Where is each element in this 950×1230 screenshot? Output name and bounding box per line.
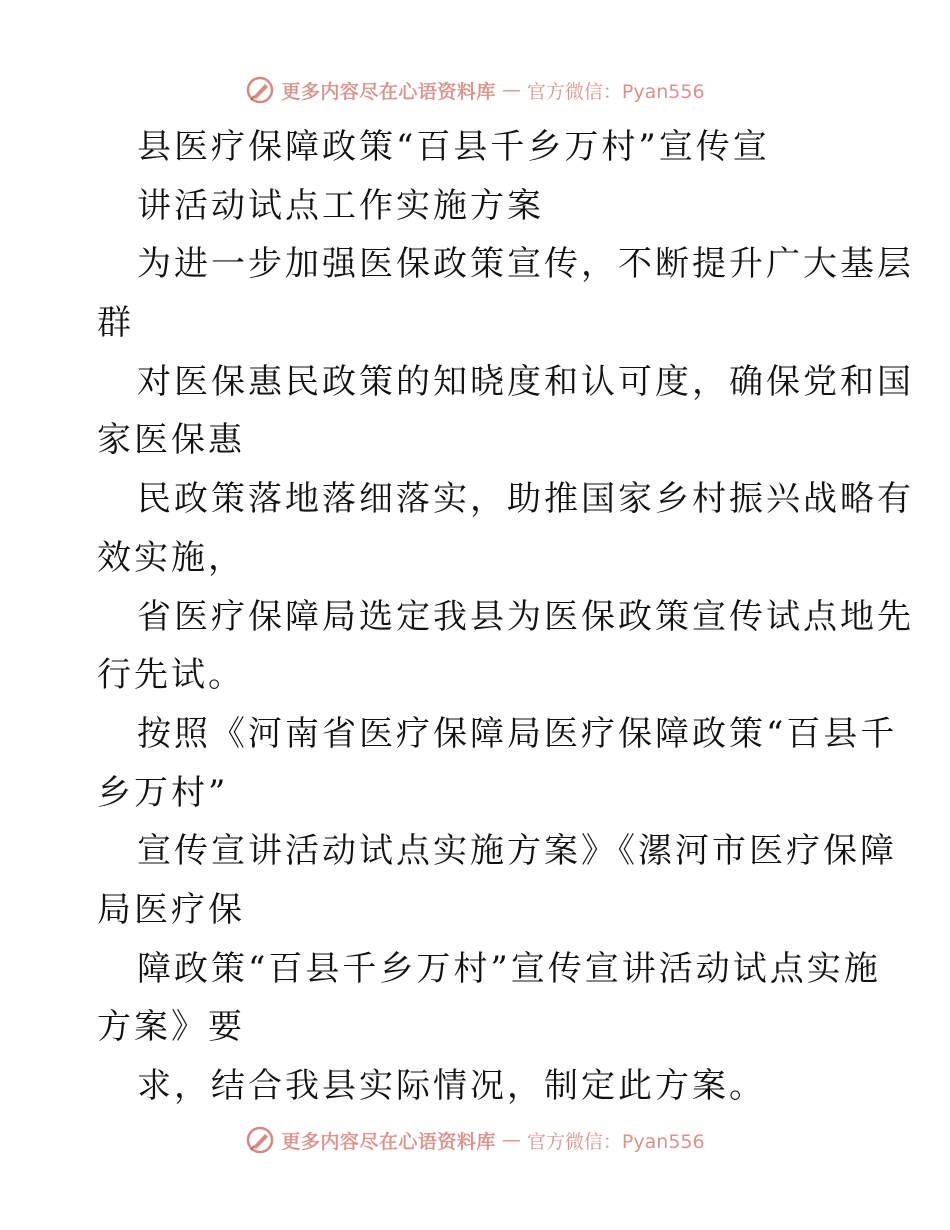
- document-line: 乡万村”: [97, 772, 229, 813]
- document-line: 省医疗保障局选定我县为医保政策宣传试点地先: [137, 596, 914, 637]
- document-line: 方案》要: [97, 1007, 245, 1048]
- document-line: 求，结合我县实际情况，制定此方案。: [137, 1066, 766, 1106]
- watermark-wechat-text: 官方微信：Pyan556: [526, 80, 705, 103]
- document-body: [97, 118, 914, 1116]
- document-line: 局医疗保: [97, 889, 245, 930]
- watermark-wechat-text: 官方微信：Pyan556: [526, 1130, 705, 1153]
- document-line: 行先试。: [97, 655, 245, 696]
- watermark-dash: —: [501, 1129, 521, 1151]
- document-line: 按照《河南省医疗保障局医疗保障政策“百县千: [137, 713, 898, 754]
- document-line: 讲活动试点工作实施方案: [137, 185, 544, 226]
- footer-watermark-banner: [0, 1122, 950, 1158]
- document-line: 效实施，: [97, 537, 245, 578]
- watermark-brand-text: 更多内容尽在心语资料库: [281, 80, 496, 103]
- document-line: 障政策“百县千乡万村”宣传宣讲活动试点实施: [137, 948, 881, 989]
- watermark-dash: —: [501, 79, 521, 101]
- document-line: 群: [97, 303, 134, 344]
- document-line: 家医保惠: [97, 420, 245, 461]
- document-line: 民政策落地落细落实，助推国家乡村振兴战略有: [137, 479, 914, 520]
- quill-pen-logo-icon: [245, 1125, 275, 1155]
- header-watermark-banner: [0, 72, 950, 108]
- document-line: 对医保惠民政策的知晓度和认可度，确保党和国: [137, 361, 914, 402]
- watermark-brand-text: 更多内容尽在心语资料库: [281, 1130, 496, 1153]
- quill-pen-logo-icon: [245, 75, 275, 105]
- document-line: 县医疗保障政策“百县千乡万村”宣传宣: [137, 127, 770, 167]
- document-line: 为进一步加强医保政策宣传，不断提升广大基层: [137, 244, 914, 285]
- document-line: 宣传宣讲活动试点实施方案》《漯河市医疗保障: [137, 831, 897, 872]
